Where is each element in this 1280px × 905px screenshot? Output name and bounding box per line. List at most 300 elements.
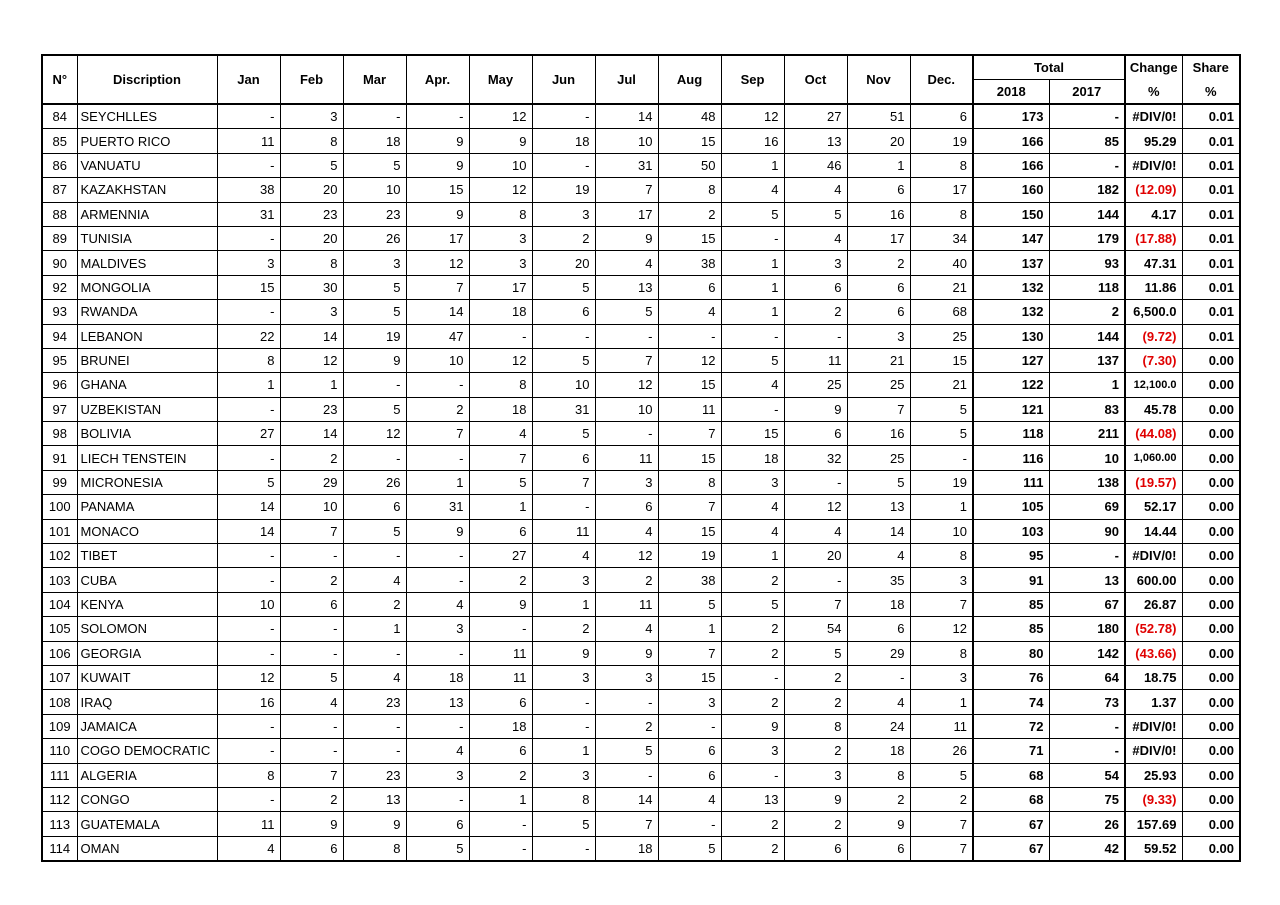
month-value: 11 <box>469 665 532 689</box>
month-value: 8 <box>532 787 595 811</box>
month-value: 11 <box>595 446 658 470</box>
month-value: 2 <box>784 690 847 714</box>
month-value: 5 <box>343 519 406 543</box>
month-value: 18 <box>469 397 532 421</box>
month-value: 2 <box>280 446 343 470</box>
month-value: - <box>721 324 784 348</box>
month-value: - <box>721 397 784 421</box>
month-value: 17 <box>910 178 973 202</box>
month-value: 16 <box>217 690 280 714</box>
month-value: 29 <box>847 641 910 665</box>
total-2017: 64 <box>1049 665 1125 689</box>
share-percent: 0.00 <box>1182 714 1240 738</box>
total-2018: 103 <box>973 519 1049 543</box>
month-value: 20 <box>532 251 595 275</box>
month-value: 7 <box>784 592 847 616</box>
col-header-month: Oct <box>784 55 847 104</box>
month-value: 26 <box>343 226 406 250</box>
month-value: 5 <box>532 422 595 446</box>
month-value: 16 <box>847 422 910 446</box>
month-value: 2 <box>469 763 532 787</box>
month-value: 1 <box>406 470 469 494</box>
month-value: 1 <box>721 251 784 275</box>
change-percent: (7.30) <box>1125 348 1182 372</box>
change-percent: 1.37 <box>1125 690 1182 714</box>
month-value: 1 <box>721 275 784 299</box>
month-value: - <box>343 739 406 763</box>
country-name: SEYCHLLES <box>77 104 217 129</box>
total-2017: 69 <box>1049 495 1125 519</box>
month-value: 13 <box>784 129 847 153</box>
month-value: 11 <box>532 519 595 543</box>
total-2018: 67 <box>973 836 1049 861</box>
month-value: 5 <box>280 665 343 689</box>
share-percent: 0.00 <box>1182 592 1240 616</box>
table-row <box>42 348 1240 372</box>
share-percent: 0.00 <box>1182 519 1240 543</box>
month-value: - <box>343 373 406 397</box>
total-2018: 105 <box>973 495 1049 519</box>
month-value: - <box>217 446 280 470</box>
month-value: 6 <box>847 178 910 202</box>
month-value: 8 <box>343 836 406 861</box>
month-value: 7 <box>280 519 343 543</box>
month-value: 11 <box>910 714 973 738</box>
month-value: 23 <box>280 397 343 421</box>
month-value: 15 <box>658 373 721 397</box>
month-value: 9 <box>406 202 469 226</box>
month-value: 3 <box>784 251 847 275</box>
month-value: 6 <box>658 275 721 299</box>
row-number: 110 <box>42 739 77 763</box>
month-value: 11 <box>658 397 721 421</box>
month-value: 10 <box>343 178 406 202</box>
month-value: 68 <box>910 300 973 324</box>
change-percent: 6,500.0 <box>1125 300 1182 324</box>
month-value: 7 <box>406 422 469 446</box>
month-value: 5 <box>343 153 406 177</box>
month-value: 2 <box>532 226 595 250</box>
month-value: 10 <box>406 348 469 372</box>
month-value: - <box>343 641 406 665</box>
share-percent: 0.00 <box>1182 348 1240 372</box>
share-percent: 0.00 <box>1182 665 1240 689</box>
month-value: 12 <box>910 617 973 641</box>
month-value: 11 <box>784 348 847 372</box>
row-number: 107 <box>42 665 77 689</box>
country-name: KENYA <box>77 592 217 616</box>
month-value: 2 <box>721 617 784 641</box>
month-value: - <box>910 446 973 470</box>
month-value: 6 <box>847 300 910 324</box>
month-value: - <box>469 617 532 641</box>
total-2017: 118 <box>1049 275 1125 299</box>
change-percent: #DIV/0! <box>1125 714 1182 738</box>
month-value: 8 <box>658 178 721 202</box>
total-2018: 137 <box>973 251 1049 275</box>
table-row <box>42 617 1240 641</box>
month-value: 7 <box>658 495 721 519</box>
change-percent: 600.00 <box>1125 568 1182 592</box>
row-number: 87 <box>42 178 77 202</box>
month-value: 3 <box>910 568 973 592</box>
share-percent: 0.00 <box>1182 544 1240 568</box>
month-value: 29 <box>280 470 343 494</box>
month-value: 5 <box>784 641 847 665</box>
month-value: 4 <box>280 690 343 714</box>
month-value: - <box>595 324 658 348</box>
row-number: 100 <box>42 495 77 519</box>
month-value: 18 <box>847 739 910 763</box>
total-2017: 182 <box>1049 178 1125 202</box>
month-value: 6 <box>910 104 973 129</box>
month-value: 15 <box>658 129 721 153</box>
month-value: 3 <box>406 763 469 787</box>
table-row <box>42 324 1240 348</box>
month-value: 8 <box>469 202 532 226</box>
change-percent: 18.75 <box>1125 665 1182 689</box>
month-value: 14 <box>217 519 280 543</box>
month-value: 25 <box>910 324 973 348</box>
col-header-2018: 2018 <box>973 80 1049 105</box>
month-value: 1 <box>910 495 973 519</box>
share-percent: 0.00 <box>1182 617 1240 641</box>
month-value: 6 <box>343 495 406 519</box>
month-value: - <box>217 544 280 568</box>
country-name: GEORGIA <box>77 641 217 665</box>
month-value: 5 <box>532 812 595 836</box>
month-value: 1 <box>532 592 595 616</box>
month-value: 17 <box>595 202 658 226</box>
month-value: 9 <box>469 129 532 153</box>
month-value: 9 <box>469 592 532 616</box>
month-value: - <box>343 544 406 568</box>
month-value: - <box>721 665 784 689</box>
total-2017: - <box>1049 104 1125 129</box>
month-value: - <box>217 397 280 421</box>
month-value: - <box>280 714 343 738</box>
total-2017: 67 <box>1049 592 1125 616</box>
month-value: 17 <box>469 275 532 299</box>
change-percent: #DIV/0! <box>1125 104 1182 129</box>
month-value: 7 <box>595 812 658 836</box>
month-value: 8 <box>280 251 343 275</box>
month-value: 5 <box>217 470 280 494</box>
month-value: 5 <box>595 300 658 324</box>
month-value: - <box>217 104 280 129</box>
month-value: 3 <box>280 300 343 324</box>
month-value: 2 <box>595 714 658 738</box>
month-value: 1 <box>721 544 784 568</box>
total-2017: - <box>1049 544 1125 568</box>
month-value: 5 <box>595 739 658 763</box>
row-number: 92 <box>42 275 77 299</box>
month-value: 13 <box>721 787 784 811</box>
row-number: 95 <box>42 348 77 372</box>
table-row <box>42 495 1240 519</box>
month-value: 4 <box>343 568 406 592</box>
month-value: 2 <box>343 592 406 616</box>
month-value: 2 <box>280 568 343 592</box>
month-value: - <box>595 763 658 787</box>
month-value: 6 <box>532 300 595 324</box>
month-value: 13 <box>406 690 469 714</box>
month-value: 5 <box>721 202 784 226</box>
month-value: 7 <box>847 397 910 421</box>
share-percent: 0.01 <box>1182 251 1240 275</box>
month-value: 6 <box>595 495 658 519</box>
month-value: 8 <box>217 348 280 372</box>
month-value: 5 <box>910 763 973 787</box>
month-value: 3 <box>343 251 406 275</box>
share-percent: 0.00 <box>1182 446 1240 470</box>
table-row <box>42 373 1240 397</box>
month-value: - <box>658 714 721 738</box>
month-value: 7 <box>910 812 973 836</box>
month-value: - <box>217 714 280 738</box>
month-value: - <box>406 641 469 665</box>
month-value: 4 <box>847 544 910 568</box>
month-value: 4 <box>406 592 469 616</box>
total-2018: 68 <box>973 763 1049 787</box>
month-value: 23 <box>343 763 406 787</box>
month-value: 8 <box>910 153 973 177</box>
month-value: - <box>469 812 532 836</box>
month-value: - <box>217 641 280 665</box>
table-row <box>42 544 1240 568</box>
month-value: - <box>406 568 469 592</box>
month-value: 25 <box>847 446 910 470</box>
month-value: 5 <box>343 275 406 299</box>
month-value: 10 <box>469 153 532 177</box>
total-2017: 83 <box>1049 397 1125 421</box>
total-2017: 90 <box>1049 519 1125 543</box>
month-value: 4 <box>532 544 595 568</box>
col-header-month: Mar <box>343 55 406 104</box>
col-header-month: Jun <box>532 55 595 104</box>
col-header-month: Dec. <box>910 55 973 104</box>
month-value: 3 <box>532 763 595 787</box>
month-value: 13 <box>595 275 658 299</box>
table-header <box>42 55 1240 104</box>
month-value: 26 <box>343 470 406 494</box>
total-2018: 80 <box>973 641 1049 665</box>
total-2017: - <box>1049 739 1125 763</box>
month-value: 7 <box>658 422 721 446</box>
table-row <box>42 178 1240 202</box>
total-2017: 93 <box>1049 251 1125 275</box>
table-row <box>42 714 1240 738</box>
table-row <box>42 836 1240 861</box>
share-percent: 0.01 <box>1182 153 1240 177</box>
share-percent: 0.01 <box>1182 104 1240 129</box>
month-value: 38 <box>217 178 280 202</box>
month-value: 18 <box>469 300 532 324</box>
month-value: 12 <box>469 178 532 202</box>
month-value: 2 <box>406 397 469 421</box>
month-value: 3 <box>280 104 343 129</box>
month-value: 7 <box>658 641 721 665</box>
table-row <box>42 787 1240 811</box>
month-value: 2 <box>847 251 910 275</box>
month-value: 3 <box>469 226 532 250</box>
table-row <box>42 226 1240 250</box>
country-name: RWANDA <box>77 300 217 324</box>
month-value: 8 <box>910 202 973 226</box>
month-value: 2 <box>721 836 784 861</box>
share-percent: 0.01 <box>1182 275 1240 299</box>
table-row <box>42 812 1240 836</box>
row-number: 86 <box>42 153 77 177</box>
month-value: 2 <box>784 300 847 324</box>
total-2017: 180 <box>1049 617 1125 641</box>
month-value: 5 <box>343 300 406 324</box>
month-value: 9 <box>406 129 469 153</box>
month-value: 8 <box>847 763 910 787</box>
month-value: 12 <box>217 665 280 689</box>
month-value: 20 <box>280 178 343 202</box>
month-value: 12 <box>406 251 469 275</box>
month-value: 15 <box>910 348 973 372</box>
month-value: 16 <box>847 202 910 226</box>
row-number: 90 <box>42 251 77 275</box>
month-value: 6 <box>658 739 721 763</box>
month-value: 21 <box>847 348 910 372</box>
col-header-month: Feb <box>280 55 343 104</box>
month-value: 19 <box>532 178 595 202</box>
change-percent: 52.17 <box>1125 495 1182 519</box>
change-percent: 4.17 <box>1125 202 1182 226</box>
month-value: 22 <box>217 324 280 348</box>
month-value: 4 <box>469 422 532 446</box>
month-value: 3 <box>406 617 469 641</box>
share-percent: 0.00 <box>1182 422 1240 446</box>
month-value: - <box>595 422 658 446</box>
total-2017: 10 <box>1049 446 1125 470</box>
total-2018: 132 <box>973 300 1049 324</box>
month-value: 5 <box>910 397 973 421</box>
total-2017: 138 <box>1049 470 1125 494</box>
country-name: ARMENNIA <box>77 202 217 226</box>
total-2018: 160 <box>973 178 1049 202</box>
total-2017: 75 <box>1049 787 1125 811</box>
month-value: 1 <box>910 690 973 714</box>
change-percent: (17.88) <box>1125 226 1182 250</box>
country-name: GUATEMALA <box>77 812 217 836</box>
row-number: 96 <box>42 373 77 397</box>
month-value: 9 <box>406 153 469 177</box>
share-percent: 0.00 <box>1182 836 1240 861</box>
month-value: 14 <box>595 787 658 811</box>
month-value: 5 <box>469 470 532 494</box>
month-value: - <box>469 324 532 348</box>
month-value: 20 <box>784 544 847 568</box>
share-percent: 0.00 <box>1182 397 1240 421</box>
month-value: 14 <box>280 422 343 446</box>
share-percent: 0.00 <box>1182 763 1240 787</box>
table-row <box>42 470 1240 494</box>
month-value: - <box>784 324 847 348</box>
month-value: 2 <box>784 665 847 689</box>
total-2018: 67 <box>973 812 1049 836</box>
month-value: 12 <box>469 104 532 129</box>
month-value: 15 <box>217 275 280 299</box>
month-value: 4 <box>406 739 469 763</box>
month-value: - <box>721 763 784 787</box>
month-value: 25 <box>784 373 847 397</box>
month-value: 23 <box>343 202 406 226</box>
change-percent: (43.66) <box>1125 641 1182 665</box>
month-value: 2 <box>595 568 658 592</box>
total-2017: - <box>1049 153 1125 177</box>
total-2018: 118 <box>973 422 1049 446</box>
country-name: PUERTO RICO <box>77 129 217 153</box>
month-value: 5 <box>847 470 910 494</box>
month-value: 7 <box>910 592 973 616</box>
country-name: TUNISIA <box>77 226 217 250</box>
country-name: OMAN <box>77 836 217 861</box>
country-name: MICRONESIA <box>77 470 217 494</box>
month-value: 2 <box>532 617 595 641</box>
month-value: 1 <box>532 739 595 763</box>
month-value: 2 <box>721 690 784 714</box>
row-number: 103 <box>42 568 77 592</box>
month-value: - <box>406 714 469 738</box>
month-value: 2 <box>784 739 847 763</box>
country-name: VANUATU <box>77 153 217 177</box>
month-value: 24 <box>847 714 910 738</box>
table-row <box>42 202 1240 226</box>
month-value: 1 <box>217 373 280 397</box>
month-value: 7 <box>469 446 532 470</box>
total-2018: 132 <box>973 275 1049 299</box>
share-percent: 0.00 <box>1182 812 1240 836</box>
month-value: 19 <box>910 470 973 494</box>
month-value: - <box>721 226 784 250</box>
month-value: 9 <box>595 641 658 665</box>
month-value: 1 <box>343 617 406 641</box>
table-row <box>42 275 1240 299</box>
share-percent: 0.01 <box>1182 202 1240 226</box>
month-value: 15 <box>658 446 721 470</box>
total-2017: 179 <box>1049 226 1125 250</box>
month-value: - <box>217 226 280 250</box>
month-value: 3 <box>532 568 595 592</box>
change-percent: (52.78) <box>1125 617 1182 641</box>
month-value: 9 <box>343 348 406 372</box>
month-value: 5 <box>658 836 721 861</box>
month-value: 2 <box>721 812 784 836</box>
share-percent: 0.00 <box>1182 568 1240 592</box>
row-number: 113 <box>42 812 77 836</box>
row-number: 104 <box>42 592 77 616</box>
month-value: 12 <box>595 544 658 568</box>
month-value: 6 <box>469 739 532 763</box>
month-value: 3 <box>784 763 847 787</box>
col-header-no: N° <box>42 55 77 104</box>
month-value: 1 <box>280 373 343 397</box>
change-percent: 25.93 <box>1125 763 1182 787</box>
table-row <box>42 739 1240 763</box>
share-percent: 0.01 <box>1182 324 1240 348</box>
month-value: 6 <box>406 812 469 836</box>
month-value: 5 <box>658 592 721 616</box>
month-value: 4 <box>658 787 721 811</box>
country-name: PANAMA <box>77 495 217 519</box>
month-value: 47 <box>406 324 469 348</box>
month-value: - <box>532 104 595 129</box>
month-value: 6 <box>469 690 532 714</box>
